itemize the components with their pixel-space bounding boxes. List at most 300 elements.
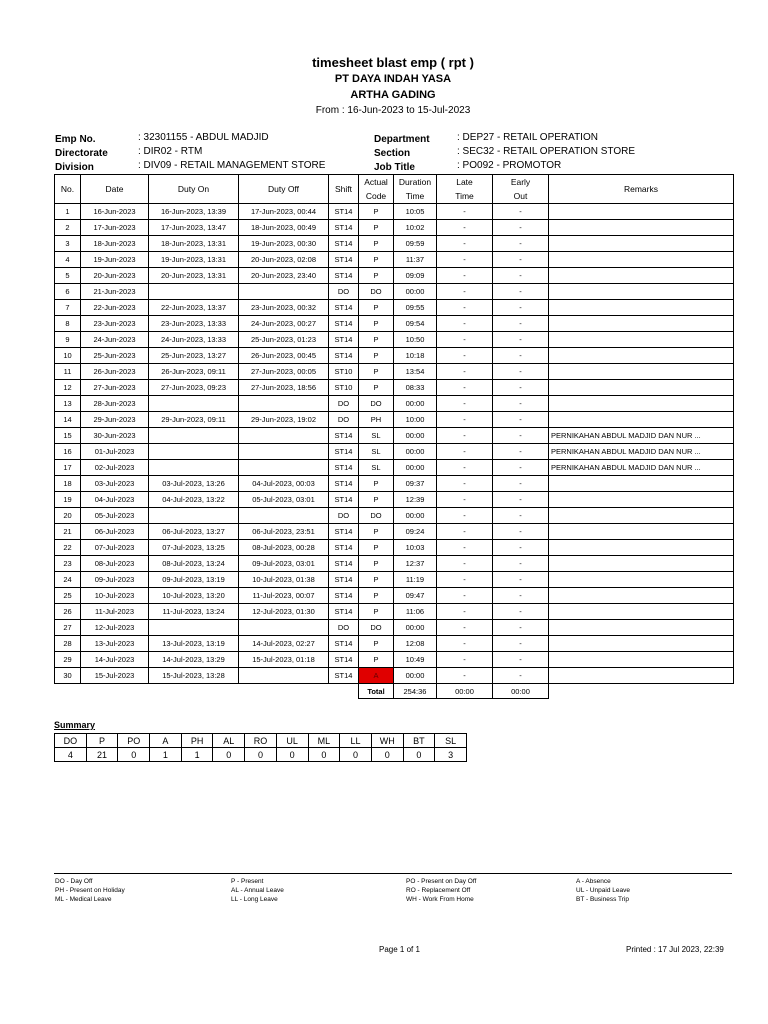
location-name: ARTHA GADING — [350, 89, 436, 101]
row-duration: 10:18 — [394, 348, 437, 364]
row-no: 23 — [55, 556, 81, 572]
row-duty-off — [239, 508, 329, 524]
row-no: 24 — [55, 572, 81, 588]
row-date: 01-Jul-2023 — [81, 444, 149, 460]
row-late: - — [437, 300, 493, 316]
row-duration: 09:09 — [394, 268, 437, 284]
row-code: DO — [359, 284, 394, 300]
row-code: P — [359, 476, 394, 492]
row-code: P — [359, 492, 394, 508]
table-row — [55, 620, 734, 636]
row-code: P — [359, 316, 394, 332]
row-duration: 11:06 — [394, 604, 437, 620]
row-no: 1 — [55, 204, 81, 220]
row-early: - — [493, 348, 549, 364]
row-shift: DO — [329, 412, 359, 428]
row-remarks — [549, 396, 734, 412]
legend-item: PH - Present on Holiday — [55, 887, 125, 894]
row-remarks — [549, 604, 734, 620]
row-duty-on — [149, 444, 239, 460]
row-late: - — [437, 572, 493, 588]
row-no: 6 — [55, 284, 81, 300]
summary-count: 3 — [435, 748, 467, 762]
row-duration: 09:37 — [394, 476, 437, 492]
row-date: 27-Jun-2023 — [81, 380, 149, 396]
row-remarks: PERNIKAHAN ABDUL MADJID DAN NUR ... — [549, 460, 734, 476]
header-late-time: Time — [437, 189, 493, 204]
row-late: - — [437, 540, 493, 556]
row-date: 07-Jul-2023 — [81, 540, 149, 556]
table-row — [55, 556, 734, 572]
row-code: DO — [359, 396, 394, 412]
row-duty-on: 29-Jun-2023, 09:11 — [149, 412, 239, 428]
row-duty-off: 14-Jul-2023, 02:27 — [239, 636, 329, 652]
row-duty-off: 04-Jul-2023, 00:03 — [239, 476, 329, 492]
row-duty-on: 27-Jun-2023, 09:23 — [149, 380, 239, 396]
row-duration: 09:59 — [394, 236, 437, 252]
row-duration: 00:00 — [394, 620, 437, 636]
row-remarks — [549, 412, 734, 428]
row-duty-on: 03-Jul-2023, 13:26 — [149, 476, 239, 492]
row-no: 18 — [55, 476, 81, 492]
row-duration: 00:00 — [394, 396, 437, 412]
row-early: - — [493, 604, 549, 620]
row-late: - — [437, 396, 493, 412]
header-duty-on: Duty On — [149, 175, 239, 204]
row-late: - — [437, 620, 493, 636]
row-code: A — [359, 668, 394, 684]
row-shift: DO — [329, 508, 359, 524]
row-duty-off: 12-Jul-2023, 01:30 — [239, 604, 329, 620]
row-no: 10 — [55, 348, 81, 364]
row-late: - — [437, 444, 493, 460]
row-remarks — [549, 204, 734, 220]
row-remarks — [549, 588, 734, 604]
summary-count: 1 — [181, 748, 213, 762]
row-shift: ST14 — [329, 476, 359, 492]
row-remarks — [549, 332, 734, 348]
legend-item: P - Present — [231, 878, 264, 885]
row-late: - — [437, 652, 493, 668]
row-duty-off: 17-Jun-2023, 00:44 — [239, 204, 329, 220]
row-early: - — [493, 316, 549, 332]
row-late: - — [437, 332, 493, 348]
row-duty-on: 13-Jul-2023, 13:19 — [149, 636, 239, 652]
table-row — [55, 540, 734, 556]
row-remarks — [549, 364, 734, 380]
row-late: - — [437, 460, 493, 476]
table-row — [55, 572, 734, 588]
summary-count: 0 — [340, 748, 372, 762]
row-late: - — [437, 316, 493, 332]
row-shift: ST14 — [329, 556, 359, 572]
table-row — [55, 444, 734, 460]
emp-no-label: Emp No. — [55, 134, 96, 145]
summary-code: P — [86, 734, 118, 748]
row-no: 19 — [55, 492, 81, 508]
legend-item: PO - Present on Day Off — [406, 878, 477, 885]
row-shift: ST14 — [329, 316, 359, 332]
row-date: 29-Jun-2023 — [81, 412, 149, 428]
table-row — [55, 348, 734, 364]
row-date: 09-Jul-2023 — [81, 572, 149, 588]
row-date: 10-Jul-2023 — [81, 588, 149, 604]
header-early: Early — [493, 175, 549, 190]
table-row — [55, 604, 734, 620]
table-row — [55, 268, 734, 284]
section-label: Section — [374, 148, 411, 159]
row-no: 21 — [55, 524, 81, 540]
row-duty-off: 19-Jun-2023, 00:30 — [239, 236, 329, 252]
row-date: 13-Jul-2023 — [81, 636, 149, 652]
row-no: 28 — [55, 636, 81, 652]
row-no: 2 — [55, 220, 81, 236]
row-code: P — [359, 604, 394, 620]
summary-code: LL — [340, 734, 372, 748]
row-remarks — [549, 620, 734, 636]
row-duration: 09:47 — [394, 588, 437, 604]
legend-item: A - Absence — [576, 878, 611, 885]
table-row — [55, 380, 734, 396]
row-no: 4 — [55, 252, 81, 268]
row-early: - — [493, 508, 549, 524]
row-date: 06-Jul-2023 — [81, 524, 149, 540]
row-code: DO — [359, 508, 394, 524]
row-remarks — [549, 668, 734, 684]
total-label: Total — [359, 684, 394, 699]
summary-code: PH — [181, 734, 213, 748]
row-duty-off: 20-Jun-2023, 23:40 — [239, 268, 329, 284]
row-shift: DO — [329, 396, 359, 412]
row-duty-off — [239, 460, 329, 476]
row-no: 15 — [55, 428, 81, 444]
summary-count: 0 — [371, 748, 403, 762]
row-early: - — [493, 492, 549, 508]
row-late: - — [437, 588, 493, 604]
summary-count: 4 — [55, 748, 87, 762]
header-shift: Shift — [329, 175, 359, 204]
table-row — [55, 300, 734, 316]
row-shift: ST14 — [329, 668, 359, 684]
row-shift: ST14 — [329, 572, 359, 588]
row-late: - — [437, 428, 493, 444]
row-duration: 13:54 — [394, 364, 437, 380]
summary-count: 0 — [118, 748, 150, 762]
summary-code: RO — [245, 734, 277, 748]
row-no: 12 — [55, 380, 81, 396]
row-late: - — [437, 252, 493, 268]
summary-count: 0 — [276, 748, 308, 762]
summary-code: WH — [371, 734, 403, 748]
row-duty-on — [149, 460, 239, 476]
row-late: - — [437, 364, 493, 380]
row-duty-on: 26-Jun-2023, 09:11 — [149, 364, 239, 380]
row-shift: ST14 — [329, 588, 359, 604]
row-early: - — [493, 364, 549, 380]
row-no: 26 — [55, 604, 81, 620]
row-code: P — [359, 220, 394, 236]
row-late: - — [437, 220, 493, 236]
legend-item: BT - Business Trip — [576, 896, 629, 903]
summary-title: Summary — [54, 720, 96, 730]
total-early: 00:00 — [493, 684, 549, 699]
row-duration: 00:00 — [394, 508, 437, 524]
row-duty-off: 18-Jun-2023, 00:49 — [239, 220, 329, 236]
row-duty-on: 06-Jul-2023, 13:27 — [149, 524, 239, 540]
row-duty-on: 11-Jul-2023, 13:24 — [149, 604, 239, 620]
row-date: 24-Jun-2023 — [81, 332, 149, 348]
row-date: 21-Jun-2023 — [81, 284, 149, 300]
row-late: - — [437, 556, 493, 572]
row-shift: ST14 — [329, 204, 359, 220]
table-row — [55, 636, 734, 652]
row-code: P — [359, 540, 394, 556]
table-row — [55, 524, 734, 540]
legend-item: UL - Unpaid Leave — [576, 887, 630, 894]
row-code: PH — [359, 412, 394, 428]
row-early: - — [493, 572, 549, 588]
row-late: - — [437, 348, 493, 364]
row-date: 02-Jul-2023 — [81, 460, 149, 476]
row-duty-off — [239, 668, 329, 684]
table-row — [55, 220, 734, 236]
row-duration: 00:00 — [394, 668, 437, 684]
table-row — [55, 284, 734, 300]
summary-count: 0 — [403, 748, 435, 762]
row-duration: 10:00 — [394, 412, 437, 428]
row-duty-off: 25-Jun-2023, 01:23 — [239, 332, 329, 348]
summary-code: SL — [435, 734, 467, 748]
row-date: 08-Jul-2023 — [81, 556, 149, 572]
row-late: - — [437, 492, 493, 508]
row-duration: 11:37 — [394, 252, 437, 268]
row-duty-off — [239, 284, 329, 300]
row-late: - — [437, 236, 493, 252]
row-remarks — [549, 316, 734, 332]
row-shift: ST14 — [329, 348, 359, 364]
row-duty-off: 27-Jun-2023, 18:56 — [239, 380, 329, 396]
row-remarks — [549, 572, 734, 588]
row-early: - — [493, 444, 549, 460]
legend-item: ML - Medical Leave — [55, 896, 112, 903]
summary-count: 0 — [245, 748, 277, 762]
summary-code: UL — [276, 734, 308, 748]
table-row — [55, 412, 734, 428]
row-duty-on: 25-Jun-2023, 13:27 — [149, 348, 239, 364]
row-date: 17-Jun-2023 — [81, 220, 149, 236]
row-duty-on: 15-Jul-2023, 13:28 — [149, 668, 239, 684]
legend-divider — [54, 873, 732, 874]
row-duty-on: 23-Jun-2023, 13:33 — [149, 316, 239, 332]
row-duration: 00:00 — [394, 428, 437, 444]
row-early: - — [493, 588, 549, 604]
table-row — [55, 492, 734, 508]
row-date: 04-Jul-2023 — [81, 492, 149, 508]
row-duty-off: 15-Jul-2023, 01:18 — [239, 652, 329, 668]
row-duty-on: 08-Jul-2023, 13:24 — [149, 556, 239, 572]
row-date: 25-Jun-2023 — [81, 348, 149, 364]
department-value: : DEP27 - RETAIL OPERATION — [457, 132, 598, 143]
row-early: - — [493, 300, 549, 316]
row-remarks — [549, 508, 734, 524]
row-remarks — [549, 492, 734, 508]
row-duty-off: 11-Jul-2023, 00:07 — [239, 588, 329, 604]
row-remarks — [549, 236, 734, 252]
row-late: - — [437, 268, 493, 284]
table-row — [55, 316, 734, 332]
row-date: 18-Jun-2023 — [81, 236, 149, 252]
total-late: 00:00 — [437, 684, 493, 699]
row-code: P — [359, 380, 394, 396]
row-early: - — [493, 652, 549, 668]
row-shift: DO — [329, 620, 359, 636]
row-no: 20 — [55, 508, 81, 524]
row-remarks — [549, 380, 734, 396]
row-date: 11-Jul-2023 — [81, 604, 149, 620]
row-duty-off: 24-Jun-2023, 00:27 — [239, 316, 329, 332]
table-row — [55, 332, 734, 348]
row-code: P — [359, 652, 394, 668]
row-code: P — [359, 252, 394, 268]
row-duty-on — [149, 284, 239, 300]
row-early: - — [493, 460, 549, 476]
row-no: 3 — [55, 236, 81, 252]
row-remarks — [549, 268, 734, 284]
summary-count: 0 — [308, 748, 340, 762]
row-date: 05-Jul-2023 — [81, 508, 149, 524]
row-duration: 12:08 — [394, 636, 437, 652]
row-duty-off — [239, 396, 329, 412]
row-shift: ST14 — [329, 444, 359, 460]
row-duty-off: 20-Jun-2023, 02:08 — [239, 252, 329, 268]
row-code: P — [359, 236, 394, 252]
row-late: - — [437, 476, 493, 492]
row-duty-off: 10-Jul-2023, 01:38 — [239, 572, 329, 588]
row-no: 11 — [55, 364, 81, 380]
header-no: No. — [55, 175, 81, 204]
row-duty-off — [239, 428, 329, 444]
row-date: 19-Jun-2023 — [81, 252, 149, 268]
legend-item: AL - Annual Leave — [231, 887, 284, 894]
row-shift: ST14 — [329, 636, 359, 652]
row-early: - — [493, 540, 549, 556]
row-duty-on: 19-Jun-2023, 13:31 — [149, 252, 239, 268]
header-duty-off: Duty Off — [239, 175, 329, 204]
row-shift: ST14 — [329, 252, 359, 268]
division-value: : DIV09 - RETAIL MANAGEMENT STORE — [138, 160, 326, 171]
row-duration: 10:05 — [394, 204, 437, 220]
row-late: - — [437, 380, 493, 396]
row-remarks — [549, 476, 734, 492]
report-period: From : 16-Jun-2023 to 15-Jul-2023 — [315, 105, 471, 116]
row-remarks: PERNIKAHAN ABDUL MADJID DAN NUR ... — [549, 428, 734, 444]
row-code: P — [359, 588, 394, 604]
table-row — [55, 508, 734, 524]
row-code: P — [359, 348, 394, 364]
row-remarks — [549, 524, 734, 540]
row-early: - — [493, 236, 549, 252]
row-date: 30-Jun-2023 — [81, 428, 149, 444]
timesheet-table — [54, 174, 734, 699]
row-date: 15-Jul-2023 — [81, 668, 149, 684]
row-remarks — [549, 300, 734, 316]
row-early: - — [493, 428, 549, 444]
row-late: - — [437, 636, 493, 652]
row-duty-on — [149, 620, 239, 636]
table-row — [55, 460, 734, 476]
row-shift: ST14 — [329, 652, 359, 668]
row-duration: 00:00 — [394, 460, 437, 476]
row-duration: 10:50 — [394, 332, 437, 348]
row-no: 30 — [55, 668, 81, 684]
row-early: - — [493, 380, 549, 396]
row-duty-off — [239, 444, 329, 460]
row-shift: ST14 — [329, 492, 359, 508]
row-late: - — [437, 508, 493, 524]
header-code: Code — [359, 189, 394, 204]
row-early: - — [493, 284, 549, 300]
row-early: - — [493, 412, 549, 428]
summary-code: DO — [55, 734, 87, 748]
row-shift: ST10 — [329, 380, 359, 396]
row-remarks — [549, 220, 734, 236]
row-shift: ST14 — [329, 220, 359, 236]
row-duty-on: 10-Jul-2023, 13:20 — [149, 588, 239, 604]
row-late: - — [437, 524, 493, 540]
row-early: - — [493, 220, 549, 236]
job-title-value: : PO092 - PROMOTOR — [457, 160, 562, 171]
row-date: 12-Jul-2023 — [81, 620, 149, 636]
header-actual: Actual — [359, 175, 394, 190]
row-remarks — [549, 348, 734, 364]
row-shift: DO — [329, 284, 359, 300]
row-duty-on: 24-Jun-2023, 13:33 — [149, 332, 239, 348]
row-shift: ST14 — [329, 332, 359, 348]
row-duty-on — [149, 396, 239, 412]
row-duty-off: 23-Jun-2023, 00:32 — [239, 300, 329, 316]
company-name: PT DAYA INDAH YASA — [334, 73, 452, 85]
row-early: - — [493, 204, 549, 220]
row-date: 23-Jun-2023 — [81, 316, 149, 332]
row-duty-off: 06-Jul-2023, 23:51 — [239, 524, 329, 540]
row-late: - — [437, 604, 493, 620]
row-early: - — [493, 620, 549, 636]
row-duty-on: 14-Jul-2023, 13:29 — [149, 652, 239, 668]
row-remarks — [549, 636, 734, 652]
row-duty-on: 17-Jun-2023, 13:47 — [149, 220, 239, 236]
row-no: 22 — [55, 540, 81, 556]
row-date: 16-Jun-2023 — [81, 204, 149, 220]
report-title: timesheet blast emp ( rpt ) — [312, 55, 474, 70]
row-duty-off — [239, 620, 329, 636]
header-early-out: Out — [493, 189, 549, 204]
row-shift: ST14 — [329, 268, 359, 284]
table-row — [55, 396, 734, 412]
row-late: - — [437, 204, 493, 220]
row-shift: ST14 — [329, 540, 359, 556]
row-no: 27 — [55, 620, 81, 636]
row-no: 14 — [55, 412, 81, 428]
emp-no-value: : 32301155 - ABDUL MADJID — [138, 132, 269, 143]
row-remarks: PERNIKAHAN ABDUL MADJID DAN NUR ... — [549, 444, 734, 460]
row-code: DO — [359, 620, 394, 636]
row-early: - — [493, 252, 549, 268]
legend-item: WH - Work From Home — [406, 896, 474, 903]
row-duty-off: 29-Jun-2023, 19:02 — [239, 412, 329, 428]
row-remarks — [549, 540, 734, 556]
row-shift: ST10 — [329, 364, 359, 380]
summary-code: A — [150, 734, 182, 748]
